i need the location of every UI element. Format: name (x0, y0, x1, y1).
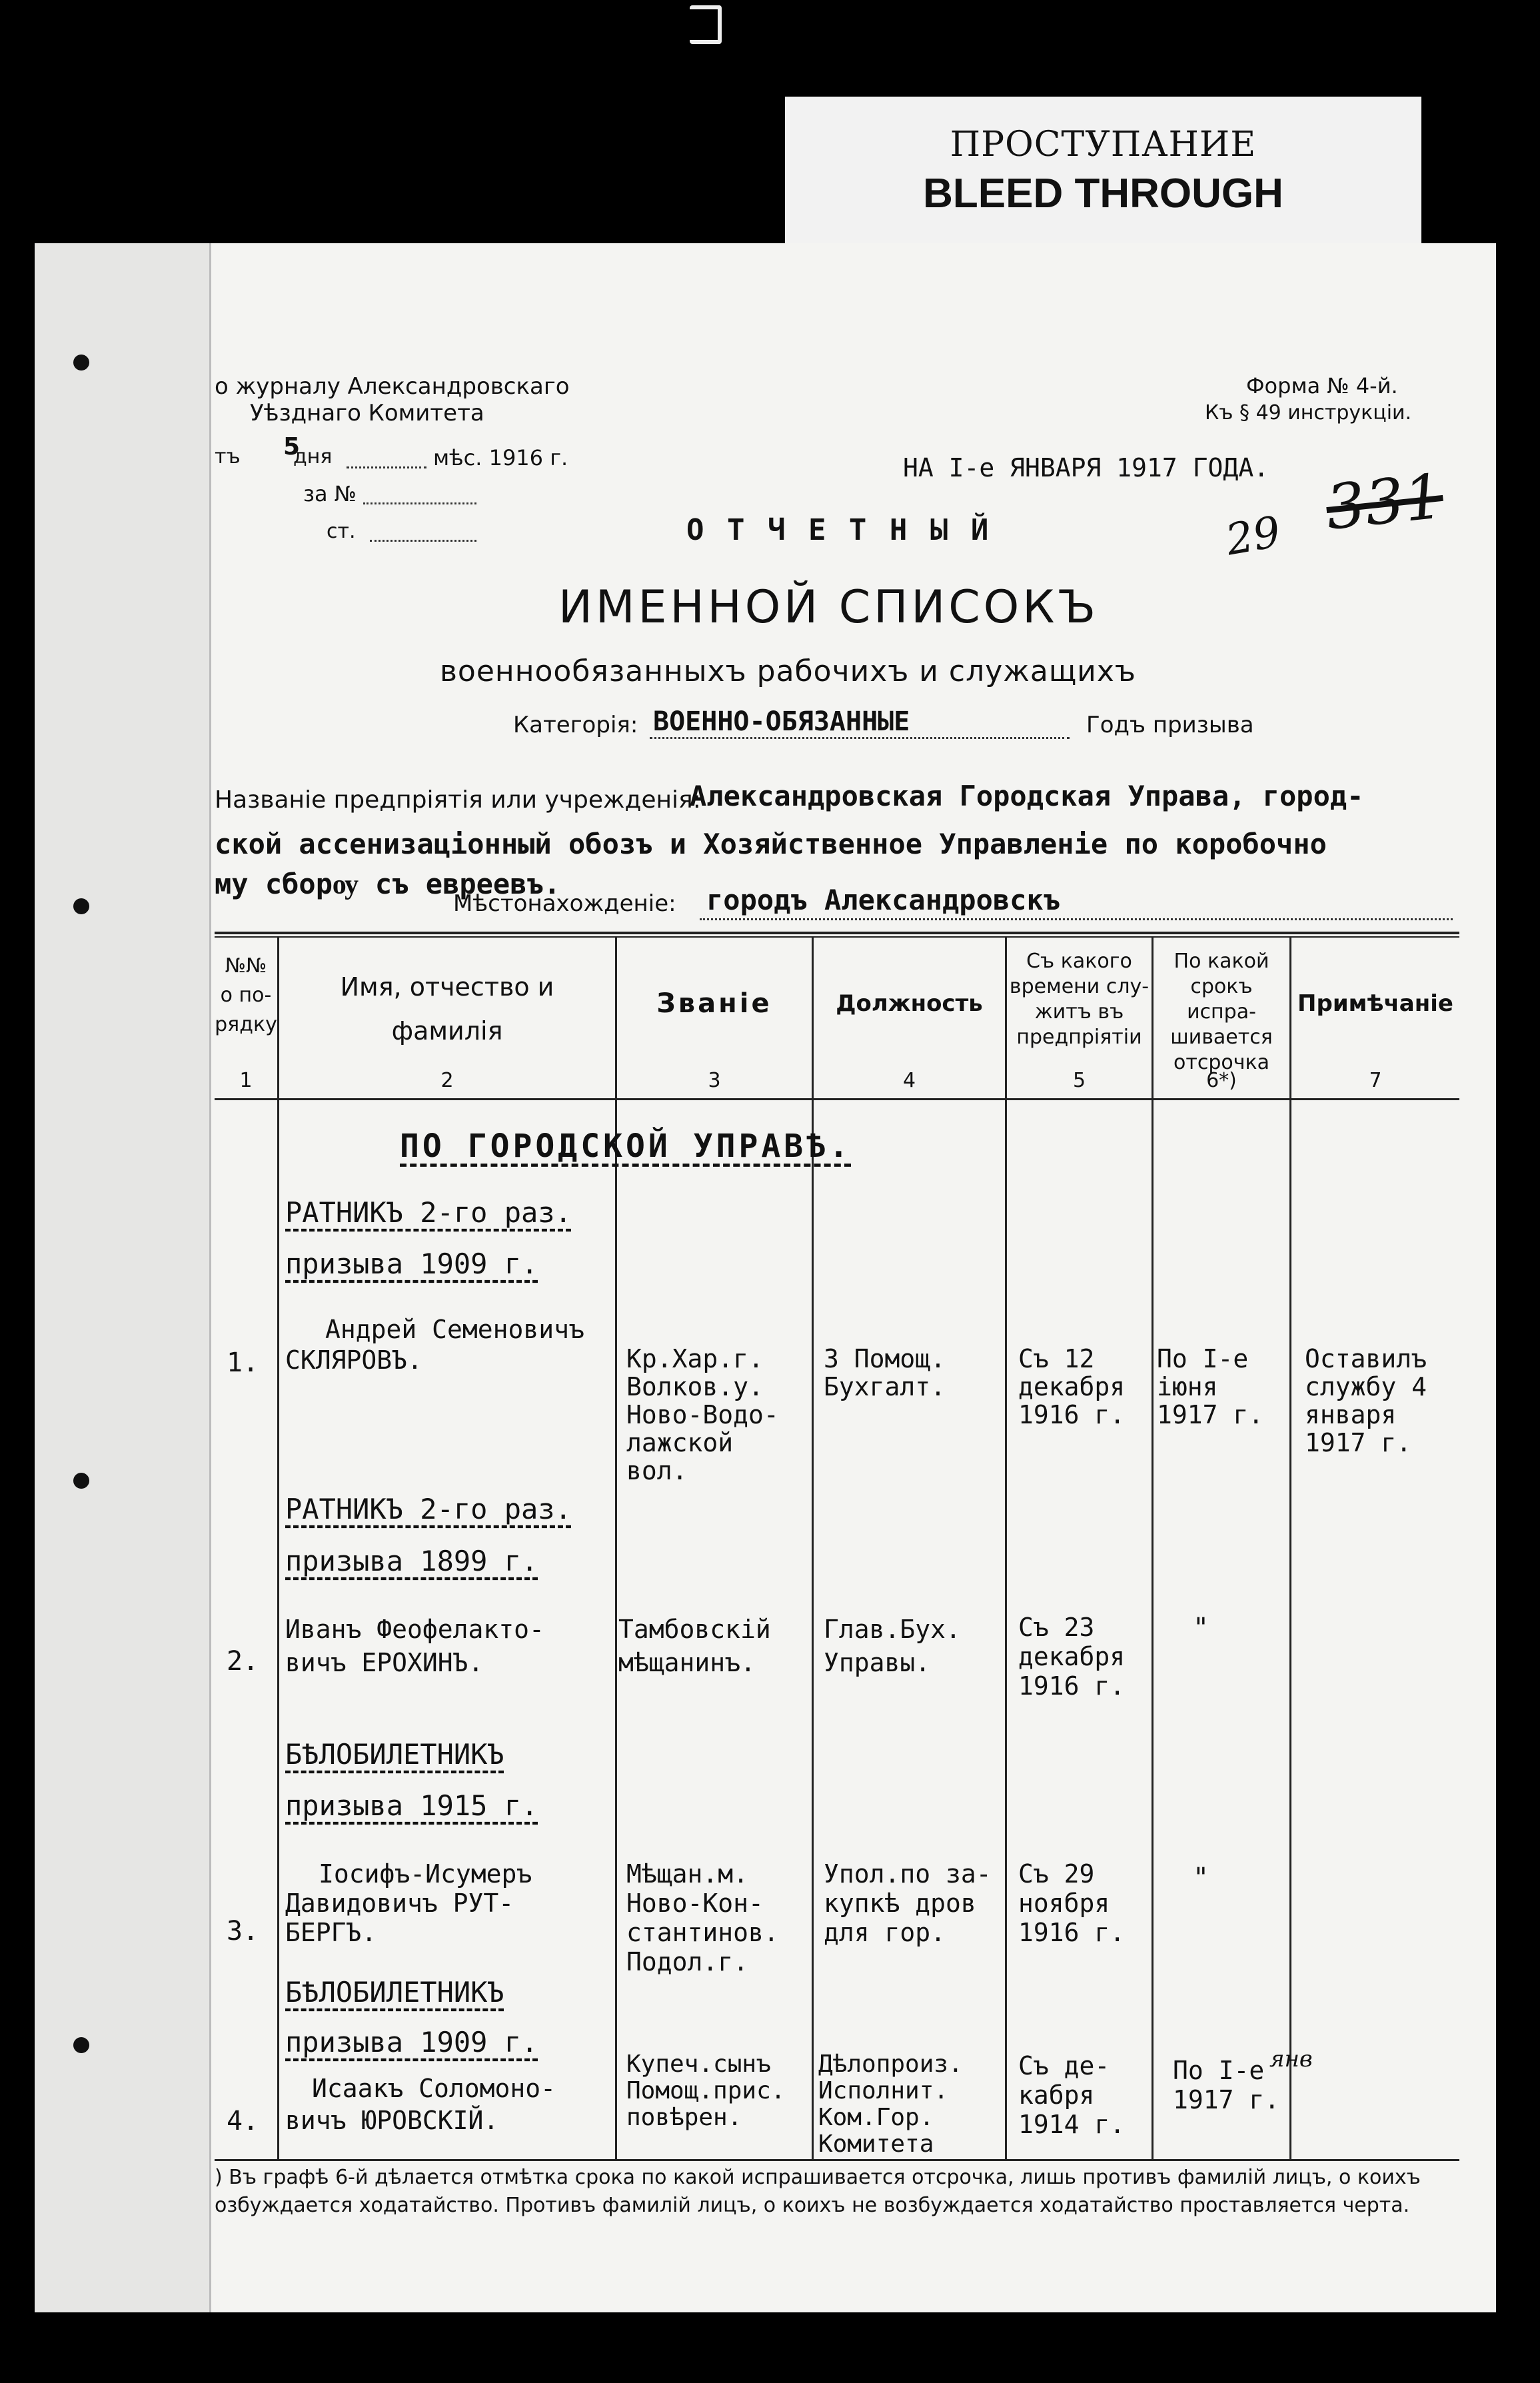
group-1-line-2: призыва 1909 г. (285, 1247, 538, 1280)
row-1-note: Оставилъ службу 4 января 1917 г. (1305, 1344, 1427, 1457)
punch-hole-icon (73, 355, 89, 371)
group-4-line-2: призыва 1909 г. (285, 2026, 538, 2058)
table-vline-1 (277, 936, 279, 2159)
footnote-line-1: ) Въ графѣ 6-й дѣлается отмѣтка срока по какой испрашивается отсрочка, лишь противъ фамилій лицъ, о коихъ (215, 2166, 1421, 2189)
year-label: Годъ призыва (1086, 712, 1254, 738)
punch-hole-icon (73, 898, 89, 914)
handwritten-sheet-number: 331 (1322, 460, 1447, 544)
row-2-position: Глав.Бух. Управы. (824, 1615, 961, 1677)
article-fill-line (370, 540, 476, 542)
title-report: О Т Ч Е Т Н Ы Й (686, 513, 992, 547)
enterprise-label: Названіе предпріятія или учрежденія: (215, 786, 701, 814)
top-corner-mark (690, 5, 722, 44)
location-value: городъ Александровскъ (706, 884, 1061, 916)
row-3-deferral: " (1193, 1863, 1209, 1893)
number-fill-line (363, 502, 476, 504)
row-3-position: Упол.по за- купкѣ дров для гор. (824, 1859, 992, 1947)
row-4-rank: Купеч.сынъ Помощ.прис. повѣрен. (626, 2050, 786, 2131)
article-label: ст. (327, 520, 356, 543)
group-3-line-1: БѢЛОБИЛЕТНИКЪ (285, 1738, 504, 1771)
location-label: Мѣстонахожденіе: (453, 890, 676, 917)
table-bottom-rule (215, 2159, 1459, 2161)
date-prefix: тъ (215, 445, 241, 468)
col-num-1: 1 (239, 1069, 253, 1092)
form-label: Форма № 4-й. (1246, 373, 1398, 398)
col-num-5: 5 (1072, 1069, 1086, 1092)
col-num-3: 3 (708, 1069, 721, 1092)
journal-line-1: о журналу Александровскаго (215, 373, 570, 400)
table-vline-5 (1152, 936, 1154, 2159)
col-num-6: 6*) (1206, 1069, 1237, 1092)
row-1-position: 3 Помощ. Бухгалт. (824, 1344, 946, 1401)
table-vline-4 (1005, 936, 1007, 2159)
title-named-list: ИМЕННОЙ СПИСОКЪ (558, 581, 1100, 634)
row-3-name: Іосифъ-Исумеръ Давидовичъ РУТ- БЕРГЪ. (285, 1859, 532, 1947)
row-4-deferral: По I-е 1917 г. (1173, 2056, 1280, 2114)
bleed-through-label (785, 97, 1421, 247)
table-vline-3 (812, 936, 814, 2159)
punch-hole-icon (73, 1473, 89, 1489)
row-1-number: 1. (227, 1347, 259, 1378)
row-1-deferral: По I-е іюня 1917 г. (1157, 1344, 1264, 1429)
col-num-7: 7 (1369, 1069, 1382, 1092)
col-header-since: Съ какого времени слу- житъ въ предпріятіи (1009, 950, 1150, 1049)
table-vline-6 (1289, 936, 1291, 2159)
group-4-line-1: БѢЛОБИЛЕТНИКЪ (285, 1976, 504, 2008)
binding-strip (35, 243, 211, 2312)
group-2-line-2: призыва 1899 г. (285, 1545, 538, 1577)
col-num-2: 2 (440, 1069, 454, 1092)
row-2-rank: Тамбовскій мѣщанинъ. (618, 1615, 771, 1677)
row-3-rank: Мѣщан.м. Ново-Кон- стантинов. Подол.г. (626, 1859, 779, 1977)
location-fill-line (700, 918, 1453, 920)
col-header-number: №№ о по- рядку (215, 954, 277, 1036)
footnote-line-2: озбуждается ходатайство. Противъ фамилій лицъ, о коихъ не возбуждается ходатайство проставляется черта. (215, 2194, 1410, 2217)
row-2-name: Иванъ Феофелакто- вичъ ЕРОХИНЪ. (285, 1615, 544, 1677)
category-fill-line (650, 737, 1070, 739)
instruction-label: Къ § 49 инструкціи. (1205, 401, 1412, 424)
row-4-name: Исаакъ Соломоно- вичъ ЮРОВСКІЙ. (285, 2074, 556, 2135)
group-2-line-1: РАТНИКЪ 2-го раз. (285, 1493, 572, 1525)
col-header-name: Имя, отчество и фамилія (340, 972, 554, 1046)
enterprise-value-3: му сборѹ съ евреевъ. (215, 868, 561, 900)
row-1-name: Андрей Семеновичъ СКЛЯРОВЪ. (285, 1315, 584, 1375)
row-1-since: Съ 12 декабря 1916 г. (1018, 1344, 1126, 1429)
col-num-4: 4 (902, 1069, 916, 1092)
group-1-line-1: РАТНИКЪ 2-го раз. (285, 1196, 572, 1229)
row-2-number: 2. (227, 1646, 259, 1677)
group-3-line-2: призыва 1915 г. (285, 1789, 538, 1822)
day-value: 5 (283, 433, 301, 460)
day-word: дня (293, 445, 333, 468)
table-header-rule (215, 1098, 1459, 1100)
category-label: Категорія: (513, 712, 638, 738)
enterprise-value-2: ской ассенизаціонный обозъ и Хозяйственное Управленіе по коробочно (215, 828, 1327, 860)
col-header-note: Примѣчаніе (1297, 990, 1453, 1017)
row-4-since: Съ де- кабря 1914 г. (1018, 2051, 1126, 2139)
row-3-since: Съ 29 ноября 1916 г. (1018, 1859, 1126, 1947)
day-fill-line (347, 466, 426, 468)
enterprise-value-1: Александровская Городская Управа, город- (690, 780, 1364, 812)
row-4-number: 4. (227, 2106, 259, 2136)
row-4-handwritten-month: янв (1269, 2046, 1313, 2072)
col-header-rank: Званіе (656, 988, 772, 1019)
row-3-number: 3. (227, 1916, 259, 1947)
bleed-label-ru: ПРОСТУПАНИЕ (950, 125, 1257, 165)
row-4-position: Дѣлопроиз. Исполнит. Ком.Гор. Комитета (818, 2050, 963, 2158)
report-date: НА I-е ЯНВАРЯ 1917 ГОДА. (903, 453, 1269, 482)
table-vline-2 (615, 936, 617, 2159)
col-header-position: Должность (836, 990, 983, 1017)
section-title: ПО ГОРОДСКОЙ УПРАВѢ. (400, 1128, 852, 1165)
category-value: ВОЕННО-ОБЯЗАННЫЕ (653, 706, 910, 737)
bleed-label-en: BLEED THROUGH (923, 171, 1283, 217)
row-1-rank: Кр.Хар.г. Волков.у. Ново-Водо- лажской вол. (626, 1344, 779, 1485)
journal-line-2: Уѣзднаго Комитета (250, 400, 484, 426)
number-label: за № (303, 481, 357, 506)
row-2-since: Съ 23 декабря 1916 г. (1018, 1613, 1126, 1701)
table-top-rule (215, 932, 1459, 934)
month-year: мѣс. 1916 г. (433, 445, 568, 470)
col-header-deferral: По какой срокъ испра- шивается отсрочка (1170, 950, 1273, 1074)
title-subject: военнообязанныхъ рабочихъ и служащихъ (440, 654, 1137, 688)
punch-hole-icon (73, 2037, 89, 2053)
table-top-rule-thin (215, 936, 1459, 938)
handwritten-old-number: 29 (1222, 507, 1285, 566)
row-2-deferral: " (1193, 1613, 1209, 1643)
